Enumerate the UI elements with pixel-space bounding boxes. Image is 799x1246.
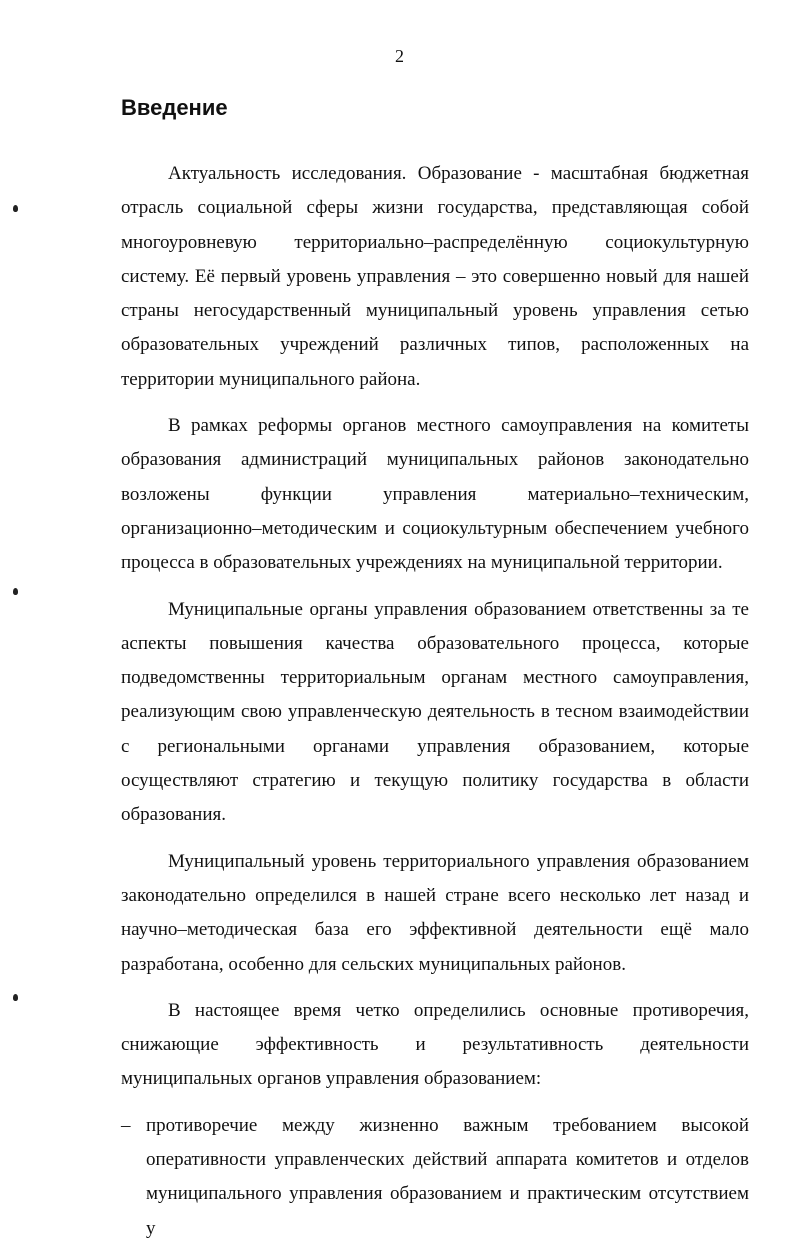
page-number: 2 bbox=[395, 46, 404, 66]
scan-speck-mark bbox=[13, 205, 18, 212]
list-dash: – bbox=[121, 1114, 131, 1136]
paragraph-municipal-level: Муниципальный уровень территориального управления образованием законодательно определился в нашей стране всего несколько лет назад и научно–методическая база его эффективной деятельности ещё мало разработана, особенно для сельских муниципальных районов. bbox=[121, 850, 749, 975]
list-item bbox=[121, 1109, 749, 1246]
section-heading: Введение bbox=[121, 95, 228, 120]
paragraph-reform: В рамках реформы органов местного самоуправления на комитеты образования администраций муниципальных районов законодательно возложены функции управления материально–техническим, организационно–методическим и социокультурным обеспечением учебного процесса в образовательных учреждениях на муниципальной территории. bbox=[121, 415, 749, 574]
scan-speck-mark bbox=[13, 994, 18, 1001]
paragraph-municipal-bodies: Муниципальные органы управления образованием ответственны за те аспекты повышения качества образовательного процесса, которые подведомственны территориальным органам местного самоуправления, реализующим свою управленческую деятельность в тесном взаимодействии с региональными органами управления образованием, которые осуществляют стратегию и текущую политику государства в области образования. bbox=[121, 598, 749, 826]
paragraph-relevance: Актуальность исследования. Образование - масштабная бюджетная отрасль социальной сферы жизни государства, представляющая собой многоуровневую территориально–распределённую социокультурную систему. Её первый уровень управления – это совершенно новый для нашей страны негосударственный муниципальный уровень управления сетью образовательных учреждений различных типов, расположенных на территории муниципального района. bbox=[121, 163, 749, 390]
paragraph-contradictions: В настоящее время четко определились основные противоречия, снижающие эффективность и результативность деятельности муниципальных органов управления образованием: bbox=[121, 999, 749, 1090]
scan-speck-mark bbox=[13, 588, 18, 595]
body-text bbox=[121, 157, 749, 1246]
list-item-text: противоречие между жизненно важным требованием высокой оперативности управленческих действий аппарата комитетов и отделов муниципального управления образованием и практическим отсутствием у bbox=[146, 1114, 749, 1239]
